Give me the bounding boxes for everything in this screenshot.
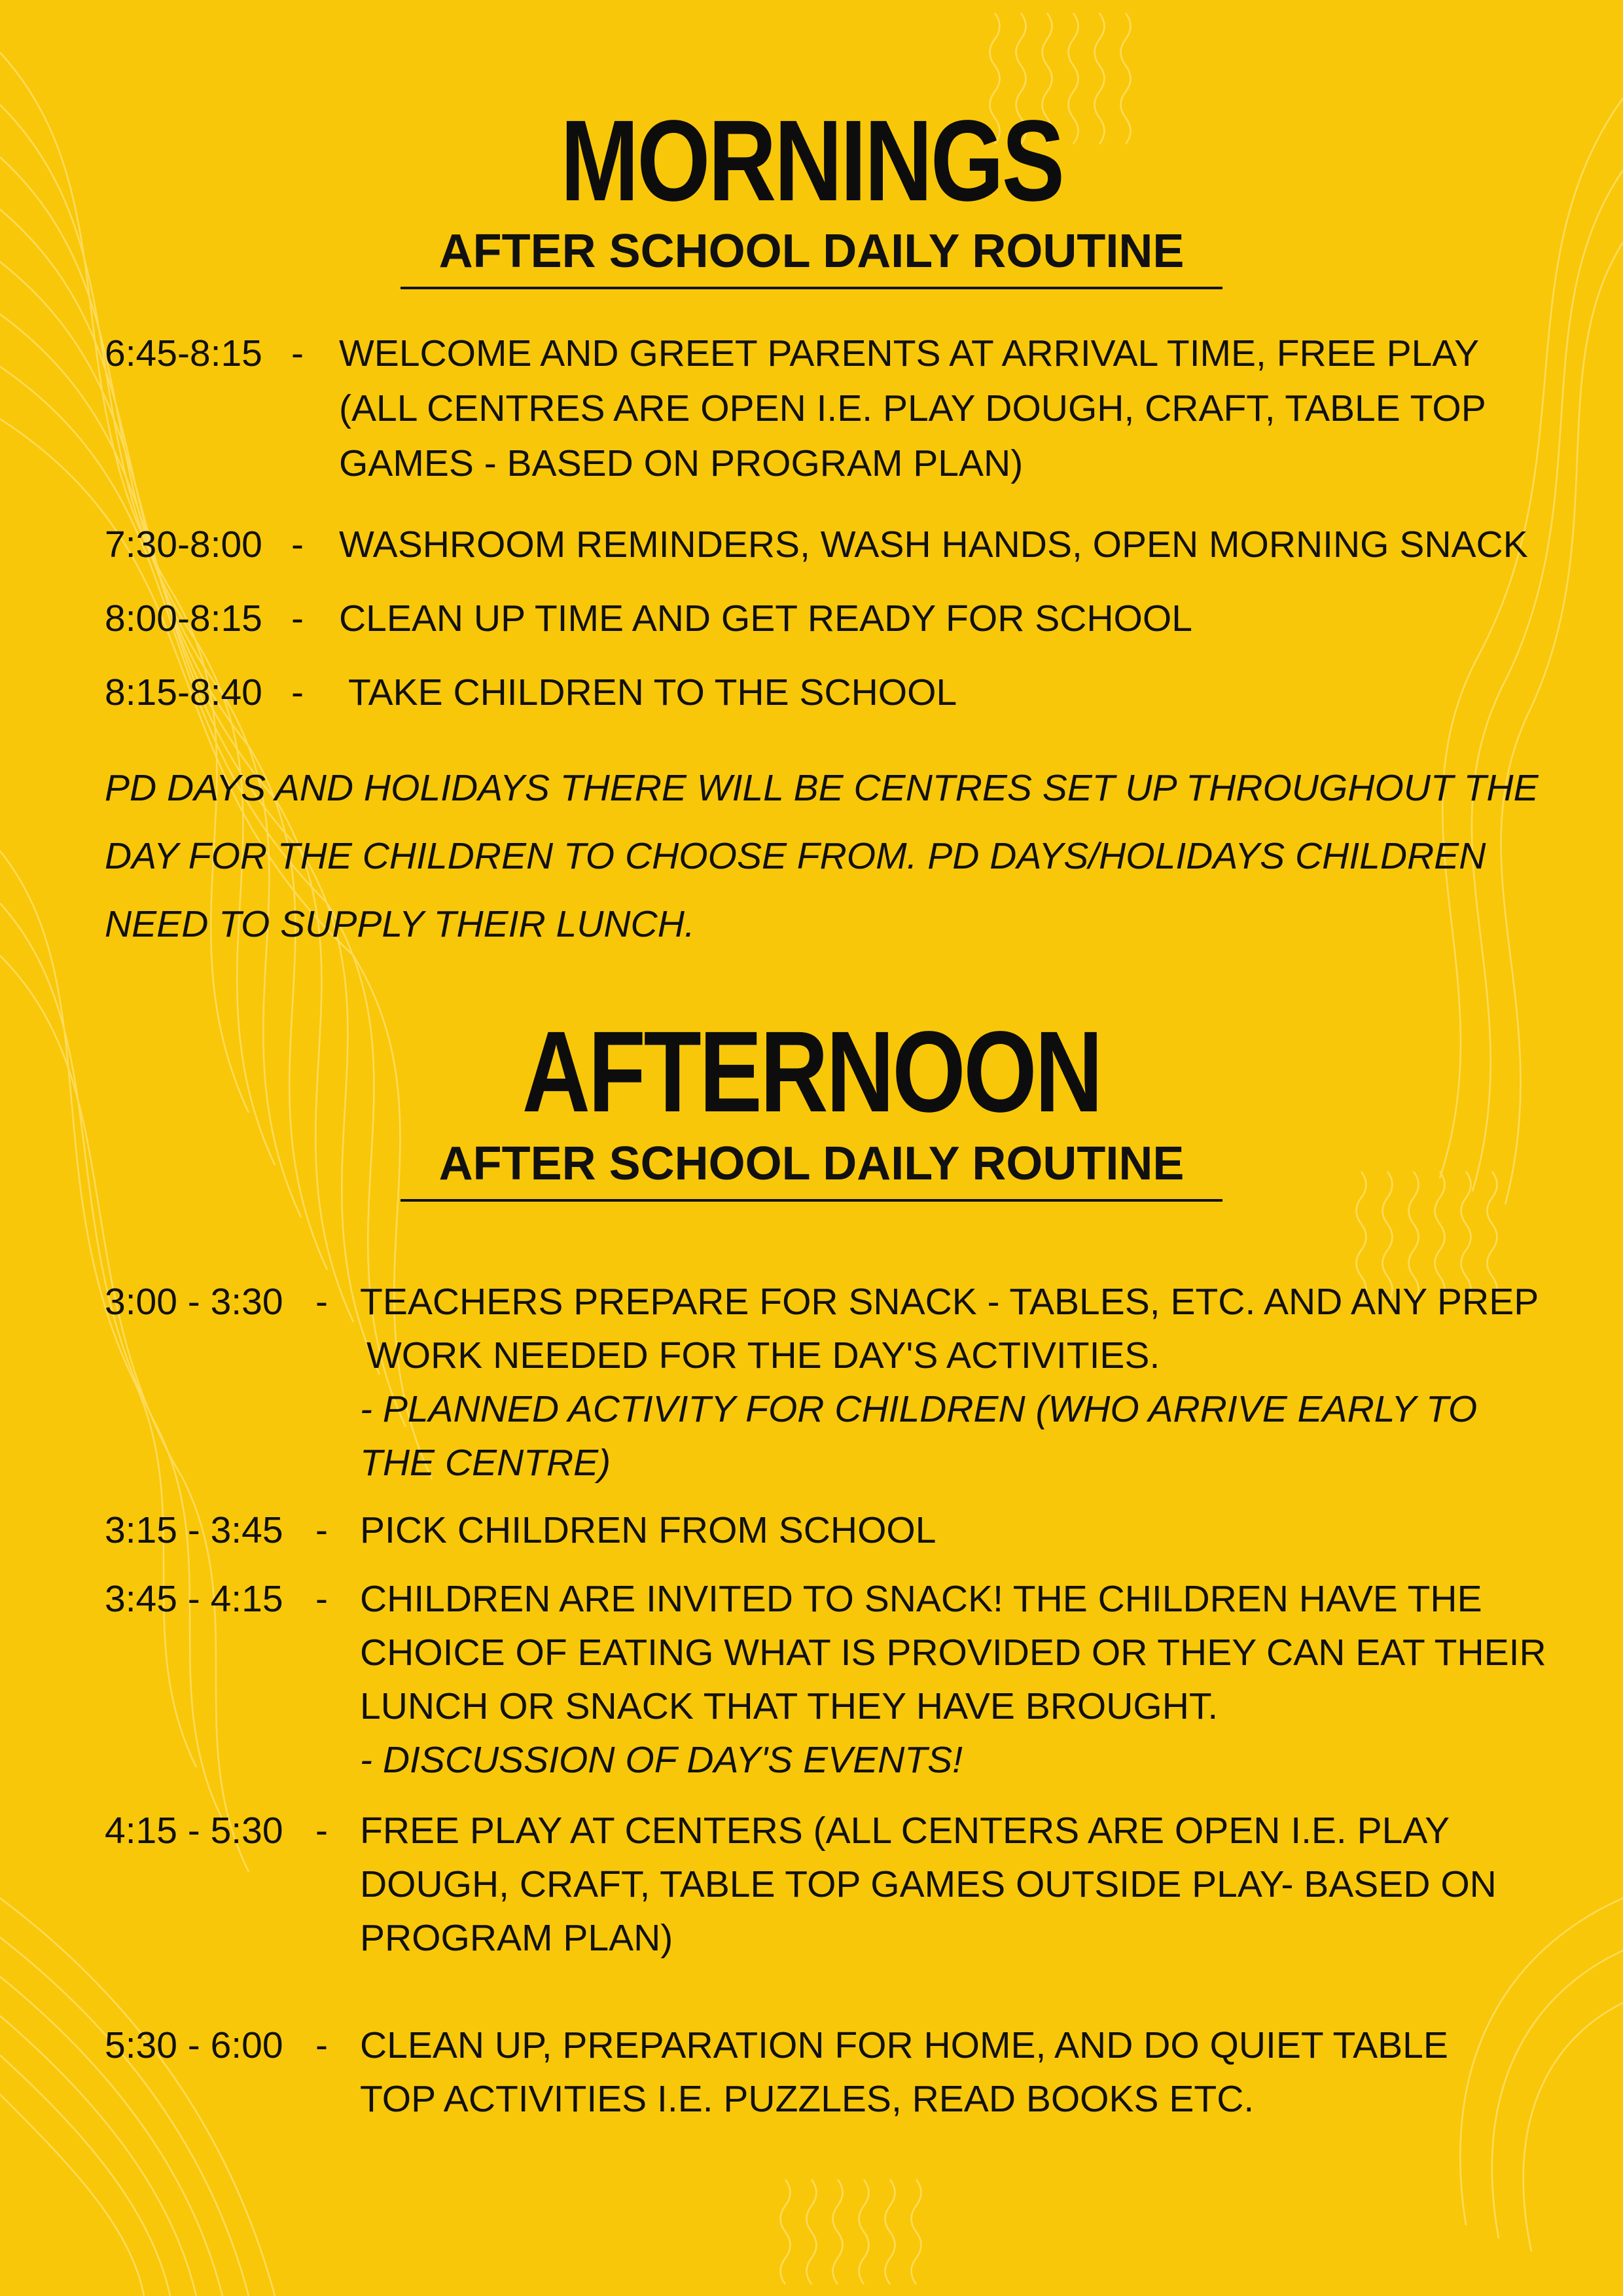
schedule-description xyxy=(339,591,1551,646)
schedule-dash: - xyxy=(291,332,304,374)
schedule-italic-line: - PLANNED ACTIVITY FOR CHILDREN (WHO ARRIVE EARLY TO xyxy=(360,1388,1478,1430)
note-line: DAY FOR THE CHILDREN TO CHOOSE FROM. PD DAYS/HOLIDAYS CHILDREN xyxy=(105,835,1486,877)
schedule-description xyxy=(360,2018,1551,2126)
schedule-description xyxy=(348,665,1551,720)
schedule-line: TOP ACTIVITIES I.E. PUZZLES, READ BOOKS ETC. xyxy=(360,2078,1255,2120)
schedule-line: TEACHERS PREPARE FOR SNACK - TABLES, ETC. AND ANY PREP xyxy=(360,1281,1539,1323)
schedule-dash: - xyxy=(315,1578,328,1620)
schedule-line: WELCOME AND GREET PARENTS AT ARRIVAL TIME, FREE PLAY xyxy=(339,332,1480,374)
schedule-description xyxy=(360,1503,1551,1558)
schedule-line: CHOICE OF EATING WHAT IS PROVIDED OR THEY CAN EAT THEIR xyxy=(360,1632,1546,1674)
schedule-italic-line: - DISCUSSION OF DAY'S EVENTS! xyxy=(360,1739,963,1781)
schedule-line: FREE PLAY AT CENTERS (ALL CENTERS ARE OPEN I.E. PLAY xyxy=(360,1810,1450,1852)
schedule-line: (ALL CENTRES ARE OPEN I.E. PLAY DOUGH, CRAFT, TABLE TOP xyxy=(339,387,1486,429)
afternoon-subtitle: AFTER SCHOOL DAILY ROUTINE xyxy=(401,1140,1222,1202)
schedule-time: 3:15 - 3:45 xyxy=(105,1509,283,1551)
schedule-line: PICK CHILDREN FROM SCHOOL xyxy=(360,1509,936,1551)
schedule-time: 3:00 - 3:30 xyxy=(105,1281,283,1323)
schedule-description xyxy=(360,1275,1551,1490)
schedule-description xyxy=(360,1572,1551,1787)
schedule-line: GAMES - BASED ON PROGRAM PLAN) xyxy=(339,442,1024,484)
schedule-time: 3:45 - 4:15 xyxy=(105,1578,283,1620)
schedule-dash: - xyxy=(315,1810,328,1852)
afternoon-title: AFTERNOON xyxy=(522,1008,1101,1136)
schedule-line: CLEAN UP, PREPARATION FOR HOME, AND DO QUIET TABLE xyxy=(360,2024,1448,2066)
schedule-dash: - xyxy=(291,598,304,639)
note-line: NEED TO SUPPLY THEIR LUNCH. xyxy=(105,903,695,945)
schedule-time: 6:45-8:15 xyxy=(105,332,262,374)
schedule-dash: - xyxy=(291,672,304,713)
schedule-time: 7:30-8:00 xyxy=(105,524,262,565)
schedule-time: 5:30 - 6:00 xyxy=(105,2024,283,2066)
schedule-time: 8:15-8:40 xyxy=(105,672,262,713)
schedule-italic-line: THE CENTRE) xyxy=(360,1442,611,1484)
schedule-time: 4:15 - 5:30 xyxy=(105,1810,283,1852)
schedule-dash: - xyxy=(291,524,304,565)
schedule-time: 8:00-8:15 xyxy=(105,598,262,639)
schedule-dash: - xyxy=(315,2024,328,2066)
schedule-line: TAKE CHILDREN TO THE SCHOOL xyxy=(348,672,957,713)
mornings-subtitle: AFTER SCHOOL DAILY ROUTINE xyxy=(401,228,1222,289)
schedule-description xyxy=(339,517,1551,572)
pd-days-note xyxy=(105,754,1558,958)
schedule-description xyxy=(360,1804,1551,1965)
schedule-line: WASHROOM REMINDERS, WASH HANDS, OPEN MORNING SNACK xyxy=(339,524,1528,565)
schedule-line: DOUGH, CRAFT, TABLE TOP GAMES OUTSIDE PLAY- BASED ON xyxy=(360,1863,1497,1905)
schedule-dash: - xyxy=(315,1281,328,1323)
mornings-title: MORNINGS xyxy=(560,97,1063,225)
schedule-description xyxy=(339,326,1551,491)
schedule-dash: - xyxy=(315,1509,328,1551)
note-line: PD DAYS AND HOLIDAYS THERE WILL BE CENTRES SET UP THROUGHOUT THE xyxy=(105,767,1539,809)
schedule-line: CLEAN UP TIME AND GET READY FOR SCHOOL xyxy=(339,598,1192,639)
schedule-line: PROGRAM PLAN) xyxy=(360,1917,673,1959)
schedule-line: WORK NEEDED FOR THE DAY'S ACTIVITIES. xyxy=(366,1335,1160,1376)
schedule-line: LUNCH OR SNACK THAT THEY HAVE BROUGHT. xyxy=(360,1685,1219,1727)
schedule-line: CHILDREN ARE INVITED TO SNACK! THE CHILDREN HAVE THE xyxy=(360,1578,1482,1620)
